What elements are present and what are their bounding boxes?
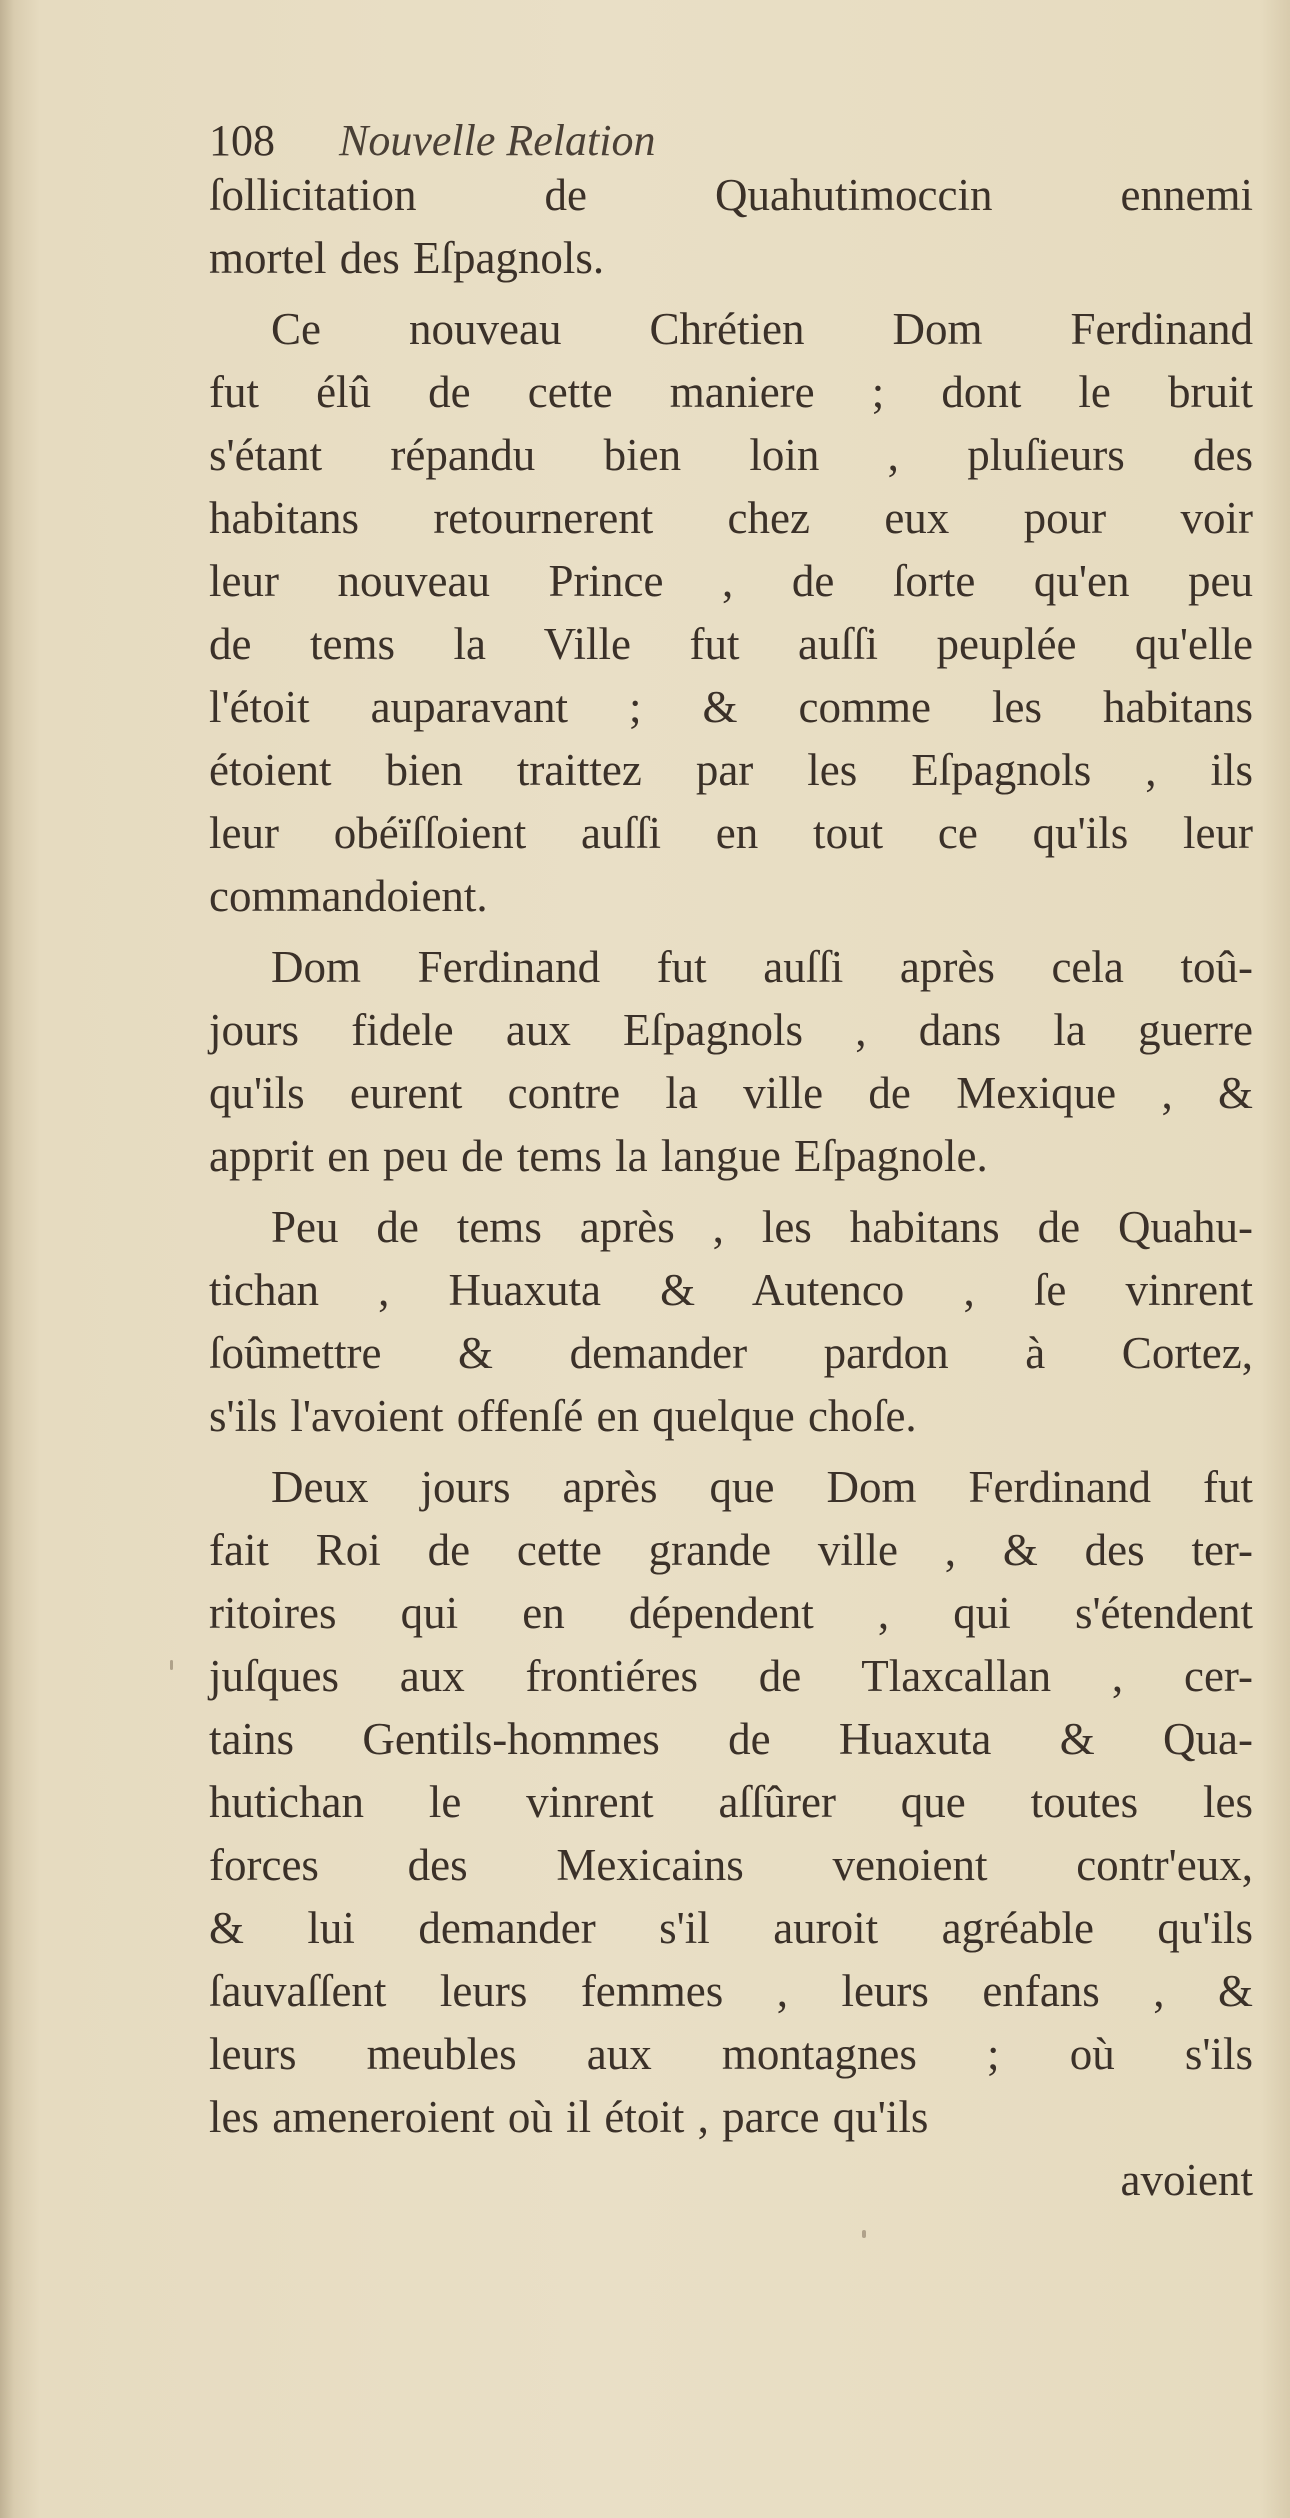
text-line: étoient bien traittez par les Eſpagnols , ils [209, 745, 1253, 795]
page-header [209, 112, 1253, 170]
text-line: de tems la Ville fut auſſi peuplée qu'elle [209, 619, 1253, 669]
text-line: fait Roi de cette grande ville , & des ter- [209, 1525, 1253, 1575]
text-line: ſoûmettre & demander pardon à Cortez, [209, 1328, 1253, 1378]
text-line: fut élû de cette maniere ; dont le bruit [209, 367, 1253, 417]
text-line: habitans retournerent chez eux pour voir [209, 493, 1253, 543]
text-line: forces des Mexicains venoient contr'eux, [209, 1840, 1253, 1890]
text-line: Ce nouveau Chrétien Dom Ferdinand [271, 304, 1253, 354]
paragraph [209, 1196, 1253, 1448]
text-line: tichan , Huaxuta & Autenco , ſe vinrent [209, 1265, 1253, 1315]
text-line: juſques aux frontiéres de Tlaxcallan , cer- [209, 1651, 1253, 1701]
text-line: ritoires qui en dépendent , qui s'étendent [209, 1588, 1253, 1638]
text-line: Dom Ferdinand fut auſſi après cela toû- [271, 942, 1253, 992]
text-line: s'étant répandu bien loin , pluſieurs des [209, 430, 1253, 480]
text-line: ſollicitation de Quahutimoccin ennemi [209, 170, 1253, 220]
running-head: Nouvelle Relation [339, 116, 656, 165]
text-line: commandoient. [209, 871, 488, 921]
text-line: & lui demander s'il auroit agréable qu'ils [209, 1903, 1253, 1953]
text-line: mortel des Eſpagnols. [209, 233, 605, 283]
paragraph [209, 164, 1253, 290]
text-line: Peu de tems après , les habitans de Quahu- [271, 1202, 1253, 1252]
text-line: les ameneroient où il étoit , parce qu'ils [209, 2092, 929, 2142]
text-line: l'étoit auparavant ; & comme les habitans [209, 682, 1253, 732]
paper-speck [862, 2230, 866, 2238]
paragraph [209, 936, 1253, 1188]
text-line: jours fidele aux Eſpagnols , dans la guerre [209, 1005, 1253, 1055]
text-line: leur nouveau Prince , de ſorte qu'en peu [209, 556, 1253, 606]
paragraph [209, 1456, 1253, 2149]
page-number: 108 [209, 116, 275, 165]
text-line: leur obéïſſoient auſſi en tout ce qu'ils leur [209, 808, 1253, 858]
text-line: qu'ils eurent contre la ville de Mexique , & [209, 1068, 1253, 1118]
text-line: ſauvaſſent leurs femmes , leurs enfans , & [209, 1966, 1253, 2016]
catchword: avoient [1120, 2155, 1253, 2205]
text-line: hutichan le vinrent aſſûrer que toutes les [209, 1777, 1253, 1827]
text-line: apprit en peu de tems la langue Eſpagnole. [209, 1131, 988, 1181]
text-line: tains Gentils-hommes de Huaxuta & Qua- [209, 1714, 1253, 1764]
text-line: leurs meubles aux montagnes ; où s'ils [209, 2029, 1253, 2079]
paper-speck [170, 1660, 173, 1670]
page-body-text [209, 164, 1253, 2212]
text-line: s'ils l'avoient offenſé en quelque choſe. [209, 1391, 917, 1441]
text-line: Deux jours après que Dom Ferdinand fut [271, 1462, 1253, 1512]
paragraph [209, 298, 1253, 928]
